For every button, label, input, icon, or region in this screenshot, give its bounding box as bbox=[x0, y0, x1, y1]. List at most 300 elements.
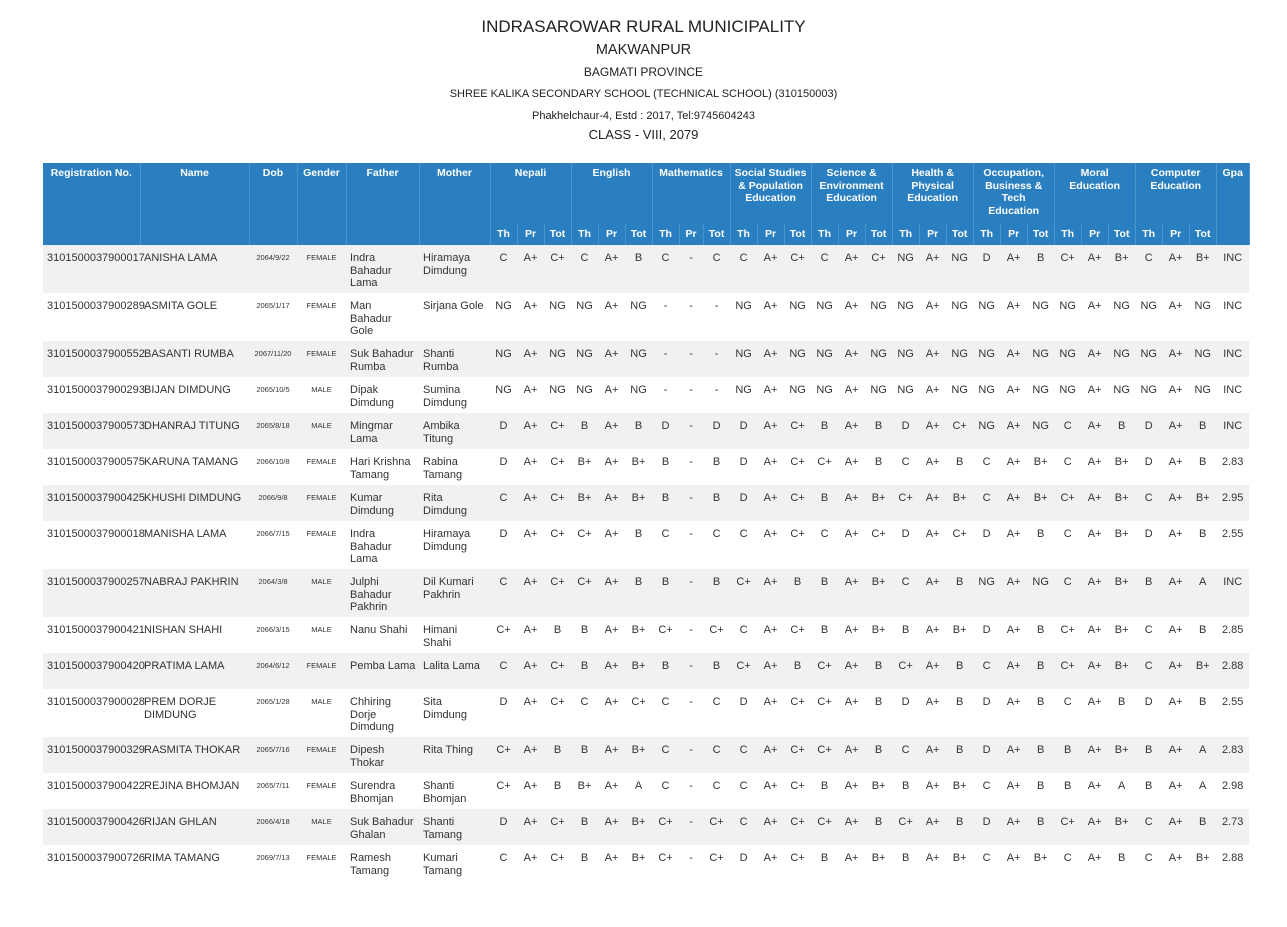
grade-cell: C bbox=[1054, 569, 1081, 617]
grade-cell: D bbox=[973, 617, 1000, 653]
gpa-cell: 2.88 bbox=[1216, 845, 1249, 881]
grade-cell: C+ bbox=[544, 449, 571, 485]
gpa-cell: INC bbox=[1216, 569, 1249, 617]
grade-cell: A+ bbox=[598, 689, 625, 737]
gpa-cell: 2.88 bbox=[1216, 653, 1249, 689]
subcolumn-pr: Pr bbox=[757, 224, 784, 245]
table-row bbox=[43, 377, 1249, 413]
grade-cell: B bbox=[1189, 449, 1216, 485]
grade-cell: NG bbox=[1054, 377, 1081, 413]
grade-cell: B bbox=[1189, 521, 1216, 569]
dob-cell: 2065/7/11 bbox=[249, 773, 297, 809]
grade-cell: C+ bbox=[730, 569, 757, 617]
gender-cell: MALE bbox=[297, 569, 346, 617]
grade-cell: B bbox=[811, 569, 838, 617]
father-name-cell: Surendra Bhomjan bbox=[346, 773, 419, 809]
grade-cell: A+ bbox=[919, 845, 946, 881]
grade-cell: - bbox=[679, 485, 703, 521]
grade-cell: A+ bbox=[757, 617, 784, 653]
grade-cell: D bbox=[973, 689, 1000, 737]
grade-cell: A+ bbox=[1000, 845, 1027, 881]
gender-cell: FEMALE bbox=[297, 245, 346, 293]
grade-cell: A+ bbox=[1081, 809, 1108, 845]
grade-cell: A+ bbox=[919, 521, 946, 569]
gpa-cell: 2.55 bbox=[1216, 689, 1249, 737]
grade-cell: B+ bbox=[625, 653, 652, 689]
grade-cell: B bbox=[865, 689, 892, 737]
registration-no-cell: 3101500037900028 bbox=[43, 689, 140, 737]
grade-cell: C+ bbox=[544, 485, 571, 521]
grade-cell: C+ bbox=[652, 617, 679, 653]
grade-cell: A+ bbox=[1000, 737, 1027, 773]
grade-cell: C+ bbox=[544, 413, 571, 449]
col-subject-mathematics: Mathematics bbox=[652, 163, 730, 224]
grade-cell: A+ bbox=[1000, 293, 1027, 341]
grade-cell: A+ bbox=[919, 737, 946, 773]
grade-cell: D bbox=[703, 413, 730, 449]
grade-cell: B bbox=[544, 773, 571, 809]
grade-cell: B bbox=[1189, 809, 1216, 845]
father-name-cell: Dipesh Thokar bbox=[346, 737, 419, 773]
grade-cell: C+ bbox=[625, 689, 652, 737]
grade-cell: - bbox=[679, 569, 703, 617]
mother-name-cell: Sita Dimdung bbox=[419, 689, 490, 737]
grade-cell: A bbox=[1189, 737, 1216, 773]
grade-cell: C bbox=[703, 689, 730, 737]
municipality-title: INDRASAROWAR RURAL MUNICIPALITY bbox=[481, 17, 806, 36]
grade-cell: B bbox=[1135, 737, 1162, 773]
subcolumn-tot: Tot bbox=[946, 224, 973, 245]
grade-cell: B bbox=[652, 653, 679, 689]
mother-name-cell: Shanti Bhomjan bbox=[419, 773, 490, 809]
grade-cell: D bbox=[490, 809, 517, 845]
father-name-cell: Nanu Shahi bbox=[346, 617, 419, 653]
grade-cell: D bbox=[730, 485, 757, 521]
table-row bbox=[43, 521, 1249, 569]
grade-cell: A+ bbox=[919, 377, 946, 413]
grade-cell: C bbox=[1135, 653, 1162, 689]
grade-cell: - bbox=[679, 737, 703, 773]
grade-cell: - bbox=[679, 773, 703, 809]
subcolumn-pr: Pr bbox=[1000, 224, 1027, 245]
grade-cell: - bbox=[679, 809, 703, 845]
grade-cell: A+ bbox=[838, 449, 865, 485]
grade-cell: C bbox=[892, 449, 919, 485]
grade-cell: NG bbox=[892, 293, 919, 341]
grade-cell: A+ bbox=[1081, 617, 1108, 653]
gender-cell: MALE bbox=[297, 689, 346, 737]
grade-cell: C bbox=[973, 773, 1000, 809]
subcolumn-pr: Pr bbox=[838, 224, 865, 245]
gender-cell: FEMALE bbox=[297, 449, 346, 485]
grade-cell: NG bbox=[892, 245, 919, 293]
grade-cell: - bbox=[652, 293, 679, 341]
grade-cell: A+ bbox=[1162, 617, 1189, 653]
mother-name-cell: Sirjana Gole bbox=[419, 293, 490, 341]
grade-cell: A+ bbox=[1081, 413, 1108, 449]
grade-cell: A+ bbox=[838, 293, 865, 341]
grade-cell: A bbox=[625, 773, 652, 809]
grade-cell: NG bbox=[490, 293, 517, 341]
grade-cell: B bbox=[784, 569, 811, 617]
grade-cell: C+ bbox=[652, 845, 679, 881]
grade-cell: A+ bbox=[757, 377, 784, 413]
student-name-cell: ANISHA LAMA bbox=[140, 245, 249, 293]
grade-cell: D bbox=[973, 245, 1000, 293]
grade-cell: NG bbox=[1189, 377, 1216, 413]
grade-cell: A+ bbox=[919, 449, 946, 485]
grade-cell: A+ bbox=[517, 689, 544, 737]
grade-cell: B+ bbox=[946, 845, 973, 881]
grade-cell: A+ bbox=[598, 569, 625, 617]
grade-cell: B bbox=[1027, 617, 1054, 653]
grade-cell: A+ bbox=[1162, 521, 1189, 569]
dob-cell: 2066/10/8 bbox=[249, 449, 297, 485]
grade-cell: A+ bbox=[1081, 773, 1108, 809]
grade-cell: D bbox=[1135, 449, 1162, 485]
col-dob: Dob bbox=[249, 163, 297, 245]
grade-cell: B bbox=[946, 569, 973, 617]
grade-cell: - bbox=[652, 377, 679, 413]
grade-cell: C bbox=[973, 485, 1000, 521]
col-subject-nepali: Nepali bbox=[490, 163, 571, 224]
grade-cell: D bbox=[892, 413, 919, 449]
grade-cell: B+ bbox=[1189, 245, 1216, 293]
grade-cell: - bbox=[703, 377, 730, 413]
grade-cell: NG bbox=[730, 377, 757, 413]
grade-cell: A+ bbox=[1081, 449, 1108, 485]
grade-cell: A+ bbox=[838, 773, 865, 809]
gpa-cell: 2.83 bbox=[1216, 737, 1249, 773]
col-gender: Gender bbox=[297, 163, 346, 245]
col-subject-social: Social Studies & Population Education bbox=[730, 163, 811, 224]
grade-cell: NG bbox=[1027, 413, 1054, 449]
grade-cell: C+ bbox=[784, 617, 811, 653]
grade-cell: A+ bbox=[838, 377, 865, 413]
grade-cell: B+ bbox=[865, 485, 892, 521]
grade-cell: C+ bbox=[865, 521, 892, 569]
grade-cell: A+ bbox=[1162, 341, 1189, 377]
grade-cell: C bbox=[652, 737, 679, 773]
subcolumn-th: Th bbox=[571, 224, 598, 245]
grade-cell: B bbox=[1027, 521, 1054, 569]
father-name-cell: Hari Krishna Tamang bbox=[346, 449, 419, 485]
grade-cell: - bbox=[679, 449, 703, 485]
registration-no-cell: 3101500037900421 bbox=[43, 617, 140, 653]
grade-cell: NG bbox=[571, 293, 598, 341]
grade-cell: C+ bbox=[1054, 653, 1081, 689]
grade-cell: B bbox=[1054, 737, 1081, 773]
subcolumn-tot: Tot bbox=[625, 224, 652, 245]
grade-cell: A+ bbox=[598, 809, 625, 845]
grade-cell: B bbox=[571, 845, 598, 881]
grade-cell: C+ bbox=[544, 521, 571, 569]
grade-cell: A+ bbox=[1162, 245, 1189, 293]
grade-cell: C bbox=[1135, 809, 1162, 845]
grade-cell: B bbox=[1108, 845, 1135, 881]
grade-cell: NG bbox=[1027, 341, 1054, 377]
grade-cell: A+ bbox=[1162, 737, 1189, 773]
grade-cell: A+ bbox=[757, 293, 784, 341]
grade-cell: C+ bbox=[1054, 485, 1081, 521]
grade-cell: NG bbox=[1027, 377, 1054, 413]
grade-cell: - bbox=[679, 521, 703, 569]
gpa-cell: 2.95 bbox=[1216, 485, 1249, 521]
gpa-cell: 2.85 bbox=[1216, 617, 1249, 653]
grade-cell: A+ bbox=[1081, 569, 1108, 617]
grade-cell: A+ bbox=[598, 737, 625, 773]
registration-no-cell: 3101500037900726 bbox=[43, 845, 140, 881]
student-name-cell: BIJAN DIMDUNG bbox=[140, 377, 249, 413]
grade-cell: C bbox=[973, 449, 1000, 485]
school-address: Phakhelchaur-4, Estd : 2017, Tel:9745604243 bbox=[531, 110, 756, 122]
grade-cell: A+ bbox=[838, 569, 865, 617]
grade-cell: A+ bbox=[517, 485, 544, 521]
grade-cell: A+ bbox=[517, 521, 544, 569]
grade-cell: B+ bbox=[1027, 449, 1054, 485]
grade-cell: NG bbox=[490, 341, 517, 377]
registration-no-cell: 3101500037900018 bbox=[43, 521, 140, 569]
grade-cell: A+ bbox=[517, 617, 544, 653]
grade-cell: A+ bbox=[757, 413, 784, 449]
dob-cell: 2065/1/28 bbox=[249, 689, 297, 737]
grade-cell: A+ bbox=[1081, 845, 1108, 881]
student-name-cell: PRATIMA LAMA bbox=[140, 653, 249, 689]
grade-cell: C bbox=[1054, 413, 1081, 449]
grade-cell: B bbox=[946, 809, 973, 845]
registration-no-cell: 3101500037900426 bbox=[43, 809, 140, 845]
grade-cell: C bbox=[703, 773, 730, 809]
grade-cell: B bbox=[544, 617, 571, 653]
registration-no-cell: 3101500037900329 bbox=[43, 737, 140, 773]
student-name-cell: KHUSHI DIMDUNG bbox=[140, 485, 249, 521]
grade-cell: A+ bbox=[517, 449, 544, 485]
grade-cell: A+ bbox=[919, 653, 946, 689]
grade-cell: B bbox=[946, 689, 973, 737]
grade-cell: A+ bbox=[1000, 413, 1027, 449]
grade-cell: C+ bbox=[946, 413, 973, 449]
gpa-cell: INC bbox=[1216, 245, 1249, 293]
subcolumn-pr: Pr bbox=[919, 224, 946, 245]
grade-cell: NG bbox=[784, 293, 811, 341]
gpa-cell: INC bbox=[1216, 377, 1249, 413]
district-name: MAKWANPUR bbox=[595, 42, 692, 58]
student-name-cell: NISHAN SHAHI bbox=[140, 617, 249, 653]
grade-cell: - bbox=[703, 293, 730, 341]
grade-cell: NG bbox=[946, 245, 973, 293]
mother-name-cell: Ambika Titung bbox=[419, 413, 490, 449]
grade-cell: C+ bbox=[490, 737, 517, 773]
grade-cell: B bbox=[1189, 413, 1216, 449]
grade-cell: B bbox=[571, 653, 598, 689]
grade-cell: B bbox=[892, 617, 919, 653]
grade-cell: A bbox=[1189, 569, 1216, 617]
grade-cell: A+ bbox=[1162, 653, 1189, 689]
grade-cell: B+ bbox=[571, 773, 598, 809]
student-name-cell: NABRAJ PAKHRIN bbox=[140, 569, 249, 617]
registration-no-cell: 3101500037900575 bbox=[43, 449, 140, 485]
grade-cell: C bbox=[490, 245, 517, 293]
grade-cell: C+ bbox=[784, 809, 811, 845]
col-subject-moral: Moral Education bbox=[1054, 163, 1135, 224]
grade-cell: A+ bbox=[757, 245, 784, 293]
grade-cell: B+ bbox=[946, 485, 973, 521]
col-father: Father bbox=[346, 163, 419, 245]
grade-cell: A+ bbox=[1000, 689, 1027, 737]
grade-cell: A+ bbox=[598, 653, 625, 689]
grade-cell: A+ bbox=[1000, 569, 1027, 617]
grade-cell: D bbox=[1135, 689, 1162, 737]
grade-cell: NG bbox=[571, 377, 598, 413]
grade-cell: B bbox=[784, 653, 811, 689]
table-row bbox=[43, 569, 1249, 617]
grade-cell: A+ bbox=[517, 341, 544, 377]
grade-cell: C bbox=[490, 569, 517, 617]
grade-cell: A+ bbox=[838, 845, 865, 881]
father-name-cell: Chhiring Dorje Dimdung bbox=[346, 689, 419, 737]
grade-cell: B bbox=[1054, 773, 1081, 809]
grade-cell: A+ bbox=[598, 293, 625, 341]
grade-cell: NG bbox=[1189, 341, 1216, 377]
grade-cell: D bbox=[730, 845, 757, 881]
grade-cell: A+ bbox=[757, 449, 784, 485]
grade-cell: A+ bbox=[517, 293, 544, 341]
dob-cell: 2064/9/22 bbox=[249, 245, 297, 293]
grade-cell: A+ bbox=[838, 653, 865, 689]
grade-cell: B+ bbox=[1108, 617, 1135, 653]
grade-cell: B bbox=[811, 617, 838, 653]
registration-no-cell: 3101500037900289 bbox=[43, 293, 140, 341]
grade-cell: A+ bbox=[919, 341, 946, 377]
grade-cell: A+ bbox=[517, 245, 544, 293]
grade-cell: C bbox=[973, 653, 1000, 689]
dob-cell: 2069/7/13 bbox=[249, 845, 297, 881]
grade-cell: C+ bbox=[784, 773, 811, 809]
subcolumn-th: Th bbox=[811, 224, 838, 245]
grade-cell: NG bbox=[973, 341, 1000, 377]
grade-cell: C+ bbox=[703, 617, 730, 653]
grade-cell: C bbox=[730, 617, 757, 653]
grade-cell: C bbox=[571, 689, 598, 737]
table-row bbox=[43, 737, 1249, 773]
col-subject-english: English bbox=[571, 163, 652, 224]
grade-cell: A+ bbox=[517, 845, 544, 881]
table-row bbox=[43, 845, 1249, 881]
grade-cell: NG bbox=[625, 341, 652, 377]
col-subject-health: Health & Physical Education bbox=[892, 163, 973, 224]
grade-cell: D bbox=[652, 413, 679, 449]
grade-cell: B+ bbox=[625, 845, 652, 881]
grade-cell: NG bbox=[1108, 341, 1135, 377]
grade-cell: A+ bbox=[1000, 341, 1027, 377]
subcolumn-th: Th bbox=[892, 224, 919, 245]
dob-cell: 2065/10/5 bbox=[249, 377, 297, 413]
grade-cell: B bbox=[865, 653, 892, 689]
grade-cell: C+ bbox=[571, 521, 598, 569]
mother-name-cell: Sumina Dimdung bbox=[419, 377, 490, 413]
student-name-cell: RIJAN GHLAN bbox=[140, 809, 249, 845]
grade-cell: NG bbox=[784, 341, 811, 377]
grade-cell: D bbox=[973, 521, 1000, 569]
grade-cell: B bbox=[571, 737, 598, 773]
grade-cell: C bbox=[652, 689, 679, 737]
grade-cell: B bbox=[703, 653, 730, 689]
subcolumn-tot: Tot bbox=[1027, 224, 1054, 245]
grade-cell: - bbox=[679, 689, 703, 737]
grade-cell: A+ bbox=[517, 653, 544, 689]
grade-cell: B bbox=[625, 413, 652, 449]
grade-cell: C bbox=[1054, 449, 1081, 485]
grade-cell: NG bbox=[730, 341, 757, 377]
grade-cell: A+ bbox=[838, 245, 865, 293]
registration-no-cell: 3101500037900573 bbox=[43, 413, 140, 449]
grade-cell: B+ bbox=[1108, 485, 1135, 521]
gender-cell: MALE bbox=[297, 377, 346, 413]
grade-cell: NG bbox=[1027, 293, 1054, 341]
grade-cell: B bbox=[946, 653, 973, 689]
grade-cell: B bbox=[625, 521, 652, 569]
registration-no-cell: 3101500037900017 bbox=[43, 245, 140, 293]
grade-cell: A+ bbox=[919, 617, 946, 653]
grade-cell: A+ bbox=[1162, 809, 1189, 845]
grade-cell: NG bbox=[865, 293, 892, 341]
grade-cell: A+ bbox=[1000, 245, 1027, 293]
grade-cell: A+ bbox=[1081, 653, 1108, 689]
grade-cell: A+ bbox=[757, 689, 784, 737]
grade-cell: B bbox=[865, 413, 892, 449]
subcolumn-th: Th bbox=[490, 224, 517, 245]
dob-cell: 2067/11/20 bbox=[249, 341, 297, 377]
grade-cell: C+ bbox=[544, 569, 571, 617]
result-rows bbox=[43, 245, 1249, 881]
col-name: Name bbox=[140, 163, 249, 245]
gender-cell: MALE bbox=[297, 413, 346, 449]
grade-cell: A+ bbox=[1162, 689, 1189, 737]
grade-cell: C+ bbox=[571, 569, 598, 617]
subcolumn-th: Th bbox=[1054, 224, 1081, 245]
school-name: SHREE KALIKA SECONDARY SCHOOL (TECHNICAL SCHOOL) (310150003) bbox=[449, 88, 838, 100]
grade-cell: NG bbox=[544, 377, 571, 413]
grade-cell: C bbox=[490, 653, 517, 689]
grade-cell: A+ bbox=[838, 521, 865, 569]
grade-cell: A+ bbox=[517, 737, 544, 773]
table-row bbox=[43, 617, 1249, 653]
grade-cell: NG bbox=[1054, 341, 1081, 377]
grade-cell: A+ bbox=[757, 341, 784, 377]
table-row bbox=[43, 449, 1249, 485]
grade-cell: NG bbox=[1135, 293, 1162, 341]
grade-cell: - bbox=[652, 341, 679, 377]
grade-cell: D bbox=[490, 413, 517, 449]
table-row bbox=[43, 293, 1249, 341]
grade-cell: A+ bbox=[598, 377, 625, 413]
mother-name-cell: Lalita Lama bbox=[419, 653, 490, 689]
subcolumn-th: Th bbox=[1135, 224, 1162, 245]
subcolumn-th: Th bbox=[973, 224, 1000, 245]
grade-cell: C+ bbox=[892, 809, 919, 845]
grade-cell: A+ bbox=[1081, 485, 1108, 521]
grade-cell: A+ bbox=[1162, 773, 1189, 809]
grade-cell: A+ bbox=[598, 413, 625, 449]
grade-cell: A+ bbox=[517, 773, 544, 809]
dob-cell: 2066/7/15 bbox=[249, 521, 297, 569]
gender-cell: MALE bbox=[297, 617, 346, 653]
grade-cell: NG bbox=[811, 341, 838, 377]
grade-cell: A+ bbox=[1162, 293, 1189, 341]
table-row bbox=[43, 809, 1249, 845]
grade-cell: C+ bbox=[946, 521, 973, 569]
mother-name-cell: Rita Dimdung bbox=[419, 485, 490, 521]
